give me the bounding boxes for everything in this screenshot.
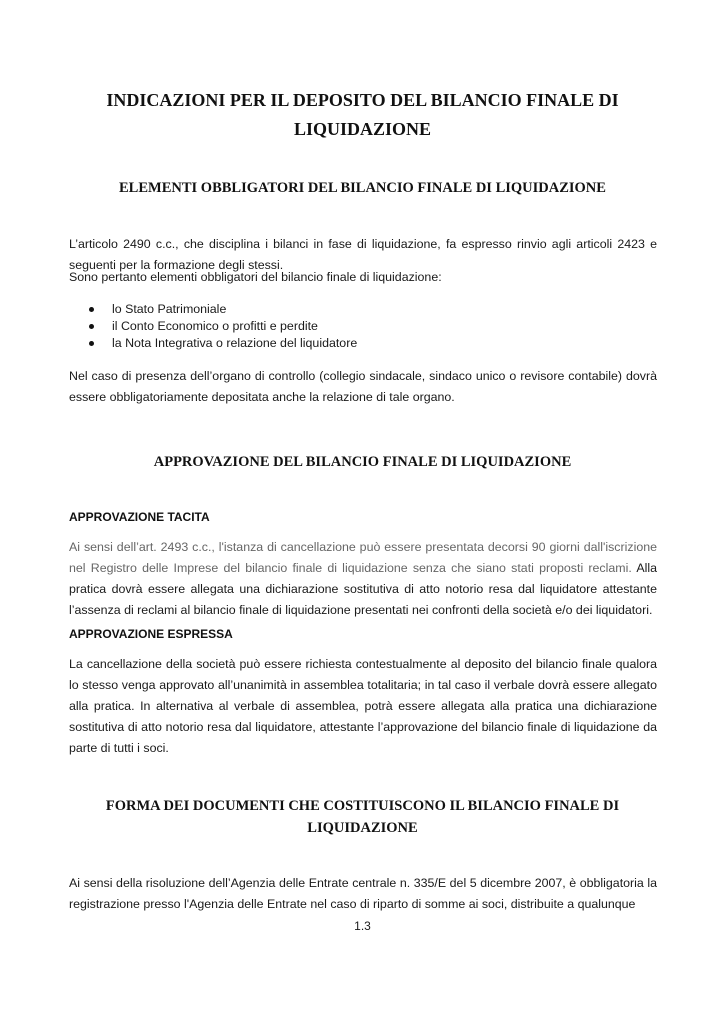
- bullet-icon: [89, 341, 94, 346]
- tacita-text: Alla pratica dovrà essere allegata una dichiarazione sostitutiva di atto notorio resa dal liquidatore attestante l’assenza di reclami al bilancio finale di liquidazione presentati nei confronti della società e/o dei liquidatori.: [69, 561, 657, 617]
- document-title: [60, 86, 665, 144]
- list-item-label: la Nota Integrativa o relazione del liquidatore: [112, 336, 358, 350]
- intro-text: L’articolo 2490 c.c., che disciplina i bilanci in fase di liquidazione, fa espresso rinvio agli articoli 2423 e seguenti per la formazione degli stessi.: [69, 237, 657, 272]
- mandatory-elements-list: [69, 301, 629, 352]
- section-heading-forma-line2: LIQUIDAZIONE: [307, 820, 418, 836]
- subheading-approvazione-espressa: APPROVAZIONE ESPRESSA: [69, 627, 233, 641]
- list-item: [69, 335, 629, 352]
- document-title-line2: LIQUIDAZIONE: [293, 119, 432, 139]
- section-heading-elementi: ELEMENTI OBBLIGATORI DEL BILANCIO FINALE DI LIQUIDAZIONE: [119, 180, 606, 196]
- document-title-line1: INDICAZIONI PER IL DEPOSITO DEL BILANCIO FINALE DI: [106, 90, 619, 110]
- list-item: [69, 318, 629, 335]
- section-heading-forma-line1: FORMA DEI DOCUMENTI CHE COSTITUISCONO IL BILANCIO FINALE DI: [105, 798, 620, 814]
- section-heading-forma: [60, 795, 665, 839]
- list-item: [69, 301, 629, 318]
- bullet-icon: [89, 307, 94, 312]
- espressa-paragraph: La cancellazione della società può essere richiesta contestualmente al deposito del bilancio finale qualora lo stesso venga approvato all’unanimità in assemblea totalitaria; in tal caso il verbale dovrà essere allegato alla pratica. In alternativa al verbale di assemblea, potrà essere allegata alla pratica una dichiarazione sostitutiva di atto notorio resa dal liquidatore, attestante l’approvazione del bilancio finale di liquidazione da parte di tutti i soci.: [69, 657, 657, 755]
- section-heading-approvazione: APPROVAZIONE DEL BILANCIO FINALE DI LIQUIDAZIONE: [153, 454, 572, 470]
- page-number: 1.3: [354, 919, 371, 933]
- tacita-text-gray: Ai sensi dell’art. 2493 c.c., l'istanza di cancellazione può essere presentata decorsi 90 giorni dall'iscrizione nel Registro delle Imprese del bilancio finale di liquidazione senza che siano stati proposti reclami.: [69, 540, 657, 575]
- intro-paragraph-2: Sono pertanto elementi obbligatori del bilancio finale di liquidazione:: [69, 270, 442, 284]
- bullet-icon: [89, 324, 94, 329]
- forma-paragraph: Ai sensi della risoluzione dell’Agenzia delle Entrate centrale n. 335/E del 5 dicembre 2007, è obbligatoria la registrazione presso l'Agenzia delle Entrate nel caso di riparto di somme ai soci, distribuite a qualunque: [69, 876, 657, 911]
- subheading-approvazione-tacita: APPROVAZIONE TACITA: [69, 510, 210, 524]
- tacita-paragraph: [69, 537, 657, 621]
- list-item-label: lo Stato Patrimoniale: [112, 302, 227, 316]
- control-body-paragraph: Nel caso di presenza dell’organo di controllo (collegio sindacale, sindaco unico o revisore contabile) dovrà essere obbligatoriamente depositata anche la relazione di tale organo.: [69, 369, 657, 404]
- list-item-label: il Conto Economico o profitti e perdite: [112, 319, 318, 333]
